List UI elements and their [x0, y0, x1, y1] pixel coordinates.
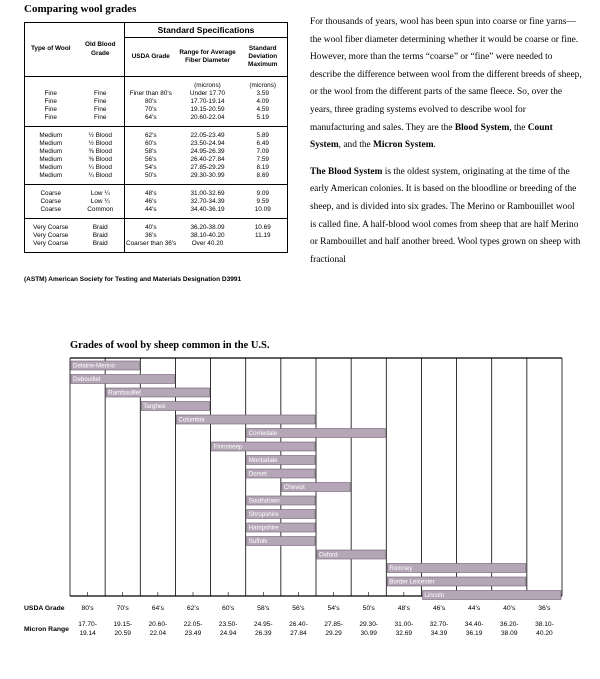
micron-range-label: 23.49 — [184, 630, 202, 637]
header-sd: Standard Deviation Maximum — [248, 44, 278, 69]
micron-range-label: 20.59 — [114, 630, 131, 637]
cell-sd: 9.09 — [256, 190, 269, 197]
p2-text: is the oldest system, originating at the time of the early American colonies. It is based on the bloodline or breeding of the sheep, and is divided into six grades. The Merino or Rambouillet wool is called fine. A half-blood wool comes from sheep that are half Merino or Rambouillet and half another breed. Wool types grown on sheep with fractional — [310, 166, 581, 265]
micron-range-label: 34.40- — [464, 621, 484, 628]
cell-type: Coarse — [40, 206, 62, 213]
grade-label: 40's — [503, 605, 516, 612]
cell-type: Fine — [44, 98, 57, 105]
micron-range-label: 27.84 — [290, 630, 307, 637]
p1-text: For thousands of years, wool has been spun into coarse or fine yarns—the wool fiber diameter determining whether it would be coarse or fine. However, more than the terms “coarse” or “fine” were needed to describe the difference between wool from the different breeds of sheep, or the wool from the different parts of the same fleece. So, over the years, three grading systems evolved to describe wool for manufacturing and sales. They are the — [310, 17, 582, 133]
header-old-blood: Old Blood Grade — [84, 41, 116, 57]
chart-title: Grades of wool by sheep common in the U.S. — [70, 340, 270, 351]
cell-old: Braid — [92, 224, 108, 231]
micron-range-label: 29.30- — [359, 621, 379, 628]
cell-sd: 9.59 — [256, 198, 269, 205]
cell-usda: 56's — [125, 156, 177, 164]
grade-label: 36's — [538, 605, 551, 612]
table-title: Comparing wool grades — [24, 3, 137, 15]
cell-range: 31.00-32.69 — [190, 190, 225, 197]
cell-usda: 50's — [125, 172, 177, 185]
cell-sd: 4.59 — [256, 106, 269, 113]
breed-label: Corriedale — [248, 430, 278, 438]
cell-sd: 8.69 — [256, 172, 269, 179]
grade-label: 60's — [222, 605, 235, 612]
breed-label: Southdown — [248, 497, 280, 505]
breed-label: Targhee — [143, 403, 166, 411]
cell-old: Fine — [94, 106, 107, 113]
breed-label: Dorset — [248, 470, 267, 478]
cell-range: 27.85-29.29 — [190, 164, 225, 171]
cell-sd: 8.19 — [256, 164, 269, 171]
grade-label: 46's — [432, 605, 446, 612]
p1-end: . — [433, 140, 436, 151]
micron-range-label: 40.20 — [536, 630, 553, 637]
cell-type: Medium — [39, 156, 63, 163]
breed-label: Debouillet — [73, 376, 101, 384]
breed-label: Finnsheep — [213, 443, 243, 451]
micron-range-label: 19.15- — [113, 621, 133, 628]
cell-old: ⅜ Blood — [88, 148, 112, 155]
term-blood-system: Blood System — [454, 122, 510, 133]
cell-sd: 6.49 — [256, 140, 269, 147]
cell-range: 23.50-24.94 — [190, 140, 225, 147]
micron-range-label: 27.85- — [324, 621, 343, 628]
cell-sd: 5.89 — [256, 132, 269, 139]
micron-range-label: 24.95- — [253, 621, 273, 628]
micron-range-label: 38.09 — [501, 630, 518, 637]
cell-range: Under 17.70 — [189, 90, 226, 97]
micron-range-label: 36.19 — [465, 630, 483, 637]
cell-usda: 40's — [125, 219, 177, 233]
micron-range-label: 26.40- — [289, 621, 308, 628]
cell-range: 38.10-40.20 — [190, 232, 225, 239]
cell-range: 24.95-26.39 — [190, 148, 225, 155]
cell-sd: 5.19 — [256, 114, 269, 121]
grade-label: 64's — [151, 605, 164, 612]
cell-sd: 4.09 — [256, 98, 269, 105]
breed-label: Montadale — [248, 457, 278, 465]
cell-old: ¼ Blood — [88, 172, 112, 179]
cell-sd: 10.69 — [254, 224, 271, 231]
cell-usda: 48's — [125, 185, 177, 199]
cell-old: Fine — [94, 90, 107, 97]
micron-range-label: 36.20- — [499, 621, 519, 628]
cell-type: Coarse — [40, 198, 62, 205]
breed-label: Delaine-Merino — [73, 362, 115, 370]
cell-type: Medium — [39, 132, 63, 139]
cell-sd: 10.09 — [254, 206, 271, 213]
cell-range: 19.15-20.59 — [190, 106, 225, 113]
cell-usda: Coarser than 36's — [125, 240, 177, 253]
cell-type: Medium — [39, 140, 63, 147]
grade-label: 58's — [257, 605, 270, 612]
breed-label: Rambouillet — [108, 389, 141, 397]
cell-range: (microns) — [194, 82, 221, 89]
cell-range: 32.70-34.39 — [190, 198, 225, 205]
term-micron-system: Micron System — [373, 140, 434, 151]
cell-old: ⅜ Blood — [88, 156, 112, 163]
cell-range: Over 40.20 — [191, 240, 224, 247]
header-type: Type of Wool — [30, 45, 71, 53]
micron-range-label: 24.94 — [219, 630, 237, 637]
micron-range-label: 20.60- — [148, 621, 168, 628]
grade-label: 80's — [81, 605, 94, 612]
breed-label: Oxford — [319, 551, 338, 559]
cell-old: Fine — [94, 98, 107, 105]
micron-range-label: 29.29 — [325, 630, 342, 637]
micron-range-label: 22.04 — [149, 630, 167, 637]
header-range: Range for Average Fiber Diameter — [179, 48, 236, 64]
cell-usda: 70's — [125, 106, 177, 114]
grade-label: 54's — [327, 605, 340, 612]
term-the-blood-system: The Blood System — [310, 166, 383, 177]
p1-sep-1: , the — [509, 122, 528, 133]
cell-type: Very Coarse — [33, 240, 69, 247]
breed-label: Hampshire — [248, 524, 279, 532]
cell-usda: 60's — [125, 140, 177, 148]
cell-type: Coarse — [40, 190, 62, 197]
cell-old: Braid — [92, 232, 108, 239]
cell-range: 22.05-23.49 — [190, 132, 225, 139]
micron-range-label: 19.14 — [79, 630, 96, 637]
cell-usda: 58's — [125, 148, 177, 156]
cell-range: 34.40-36.19 — [190, 206, 225, 213]
cell-type: Fine — [44, 106, 57, 113]
breed-label: Border Leicester — [389, 578, 435, 586]
cell-sd: (microns) — [249, 82, 277, 89]
grade-label: 70's — [116, 605, 129, 612]
cell-usda: Finer than 80's — [125, 90, 177, 98]
breed-label: Cheviot — [283, 484, 305, 492]
micron-range-row-label: Micron Range — [24, 626, 69, 633]
grade-label: 48's — [397, 605, 410, 612]
micron-range-label: 26.39 — [255, 630, 272, 637]
cell-old: Low ¼ — [90, 190, 110, 197]
grade-label: 62's — [186, 605, 200, 612]
cell-old: Braid — [92, 240, 108, 247]
cell-old: Fine — [94, 114, 107, 121]
cell-range: 17.70-19.14 — [190, 98, 225, 105]
cell-usda: 54's — [125, 164, 177, 172]
cell-old: Common — [87, 206, 114, 213]
cell-type: Very Coarse — [33, 224, 69, 231]
cell-type: Very Coarse — [33, 232, 69, 239]
table-footnote: (ASTM) American Society for Testing and Materials Designation D3991 — [24, 276, 242, 283]
cell-sd: 7.09 — [256, 148, 269, 155]
cell-sd: 11.19 — [254, 232, 271, 239]
cell-usda: 44's — [125, 206, 177, 219]
grade-label: 50's — [362, 605, 375, 612]
micron-range-label: 38.10- — [535, 621, 554, 628]
cell-usda: 36's — [125, 232, 177, 240]
breed-label: Shropshire — [248, 511, 279, 519]
micron-range-label: 31.00- — [394, 621, 414, 628]
header-usda: USDA Grade — [125, 38, 177, 77]
breed-label: Romney — [389, 565, 413, 573]
cell-range: 29.30-30.99 — [190, 172, 225, 179]
breed-label: Columbia — [178, 416, 205, 424]
micron-range-label: 32.70- — [429, 621, 449, 628]
grade-label: 56's — [292, 605, 305, 612]
cell-range: 20.60-22.04 — [190, 114, 225, 121]
cell-usda: 80's — [125, 98, 177, 106]
cell-range: 26.40-27.84 — [190, 156, 225, 163]
micron-range-label: 32.69 — [395, 630, 413, 637]
cell-type: Fine — [44, 90, 57, 97]
usda-grade-row-label: USDA Grade — [24, 605, 65, 612]
cell-type: Medium — [39, 172, 63, 179]
cell-sd: 3.59 — [256, 90, 269, 97]
cell-old: ½ Blood — [88, 140, 112, 147]
header-standard-specifications: Standard Specifications — [125, 23, 288, 38]
breed-label: Lincoln — [424, 592, 445, 600]
grade-label: 44's — [468, 605, 481, 612]
micron-range-label: 30.99 — [360, 630, 377, 637]
cell-usda: 64's — [125, 114, 177, 127]
cell-old: ½ Blood — [88, 132, 112, 139]
cell-sd: 7.59 — [256, 156, 269, 163]
cell-old: ¼ Blood — [88, 164, 112, 171]
micron-range-label: 23.50- — [218, 621, 238, 628]
cell-type: Medium — [39, 148, 63, 155]
breed-label: Suffolk — [248, 538, 268, 546]
cell-usda: 62's — [125, 127, 177, 141]
cell-usda: 46's — [125, 198, 177, 206]
micron-range-label: 17.70- — [78, 621, 97, 628]
cell-range: 36.20-38.09 — [190, 224, 225, 231]
micron-range-label: 34.39 — [430, 630, 448, 637]
p1-sep-2: , and the — [338, 140, 374, 151]
cell-type: Fine — [44, 114, 57, 121]
cell-old: Low ¼ — [90, 198, 110, 205]
micron-range-label: 22.05- — [183, 621, 203, 628]
term-count-system: Count System — [310, 122, 553, 151]
cell-type: Medium — [39, 164, 63, 171]
